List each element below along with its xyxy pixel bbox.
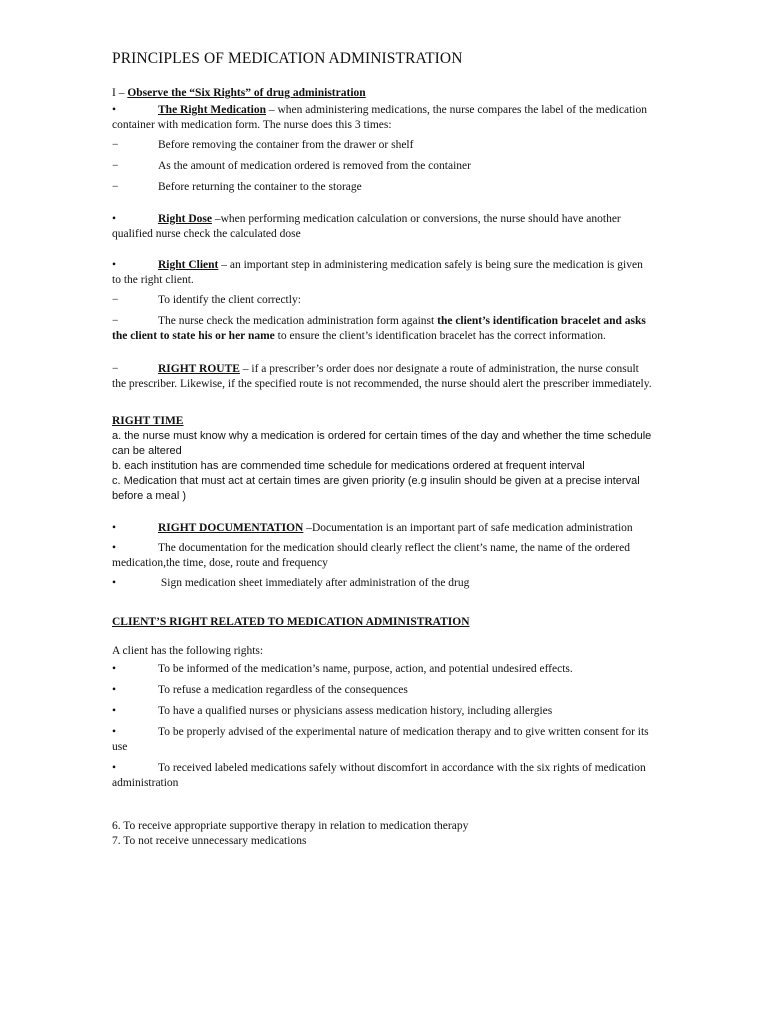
client-right-text: To be properly advised of the experimental nature of medication therapy and to give written consent for its use [112,726,649,753]
bullet-icon: • [112,104,117,116]
identification-text-bold: the client’s identification bracelet and asks the client to state his or her name [112,315,646,342]
dash-icon: − [112,294,119,306]
dash-item [112,293,652,308]
client-right-item [112,704,652,719]
identification-text-pre: The nurse check the medication administration form against [158,315,438,327]
section-prefix: I – [112,87,128,99]
documentation-item [112,541,652,571]
right-medication-text: – when administering medications, the nurse compares the label of the medication container with medication form. The nurse does this 3 times: [112,104,647,131]
dash-item-text: To identify the client correctly: [158,294,301,306]
bullet-icon: • [112,542,117,554]
client-right-item [112,761,652,791]
client-right-text: To be informed of the medication’s name, purpose, action, and potential undesired effects. [158,663,573,675]
dash-item [112,159,652,174]
right-route-paragraph [112,362,652,392]
documentation-item-text: Sign medication sheet immediately after administration of the drug [158,577,470,589]
dash-icon: − [112,181,119,193]
bullet-icon: • [112,259,117,271]
identification-paragraph [112,314,652,344]
bullet-icon: • [112,522,117,534]
numbered-right: 7. To not receive unnecessary medications [112,835,307,847]
bullet-icon: • [112,577,117,589]
client-right-item [112,662,652,677]
dash-item-text: Before returning the container to the storage [158,181,362,193]
identification-text-post: to ensure the client’s identification bracelet has the correct information. [274,330,606,342]
bullet-icon: • [112,726,117,738]
right-medication-label: The Right Medication [158,104,266,116]
bullet-icon: • [112,684,117,696]
client-right-item [112,683,652,698]
right-time-item: c. Medication that must act at certain times are given priority (e.g insulin should be given at a precise interval before a meal ) [112,475,640,502]
right-dose-label: Right Dose [158,213,212,225]
dash-icon: − [112,363,119,375]
documentation-item [112,576,652,591]
right-time-label: RIGHT TIME [112,415,184,427]
dash-icon: − [112,139,119,151]
dash-item-text: Before removing the container from the drawer or shelf [158,139,414,151]
bullet-icon: • [112,762,117,774]
dash-icon: − [112,160,119,172]
right-client-label: Right Client [158,259,219,271]
client-rights-intro: A client has the following rights: [112,645,264,657]
client-right-item [112,725,652,755]
right-documentation-text: –Documentation is an important part of safe medication administration [303,522,633,534]
bullet-icon: • [112,705,117,717]
right-documentation-paragraph [112,521,652,536]
right-time-heading [112,414,652,429]
right-time-item: b. each institution has are commended time schedule for medications ordered at frequent interval [112,460,585,472]
right-medication-paragraph [112,103,652,133]
client-rights-heading [112,615,652,630]
page-title: PRINCIPLES OF MEDICATION ADMINISTRATION [112,50,463,67]
right-dose-text: –when performing medication calculation or conversions, the nurse should have another qualified nurse check the calculated dose [112,213,621,240]
client-right-text: To received labeled medications safely without discomfort in accordance with the six rights of medication administration [112,762,646,789]
right-documentation-label: RIGHT DOCUMENTATION [158,522,304,534]
dash-icon: − [112,315,119,327]
document-page [112,44,652,849]
right-route-text: – if a prescriber’s order does nor designate a route of administration, the nurse consult the prescriber. Likewise, if the specified route is not recommended, the nurse should alert the prescriber immediately. [112,363,652,390]
right-route-label: RIGHT ROUTE [158,363,240,375]
right-dose-paragraph [112,212,652,242]
client-right-text: To refuse a medication regardless of the consequences [158,684,408,696]
dash-item [112,180,652,195]
bullet-icon: • [112,663,117,675]
dash-item [112,138,652,153]
right-client-text: – an important step in administering medication safely is being sure the medication is given to the right client. [112,259,643,286]
right-time-item: a. the nurse must know why a medication is ordered for certain times of the day and whether the time schedule can be altered [112,430,652,457]
six-rights-heading: Observe the “Six Rights” of drug administration [127,87,366,99]
right-client-paragraph [112,258,652,288]
documentation-item-text: The documentation for the medication should clearly reflect the client’s name, the name of the ordered medication,the time, dose, route and frequency [112,542,630,569]
section-heading [112,86,652,101]
client-rights-label: CLIENT’S RIGHT RELATED TO MEDICATION ADMINISTRATION [112,616,470,628]
numbered-right: 6. To receive appropriate supportive therapy in relation to medication therapy [112,820,469,832]
dash-item-text: As the amount of medication ordered is removed from the container [158,160,471,172]
bullet-icon: • [112,213,117,225]
client-right-text: To have a qualified nurses or physicians assess medication history, including allergies [158,705,553,717]
